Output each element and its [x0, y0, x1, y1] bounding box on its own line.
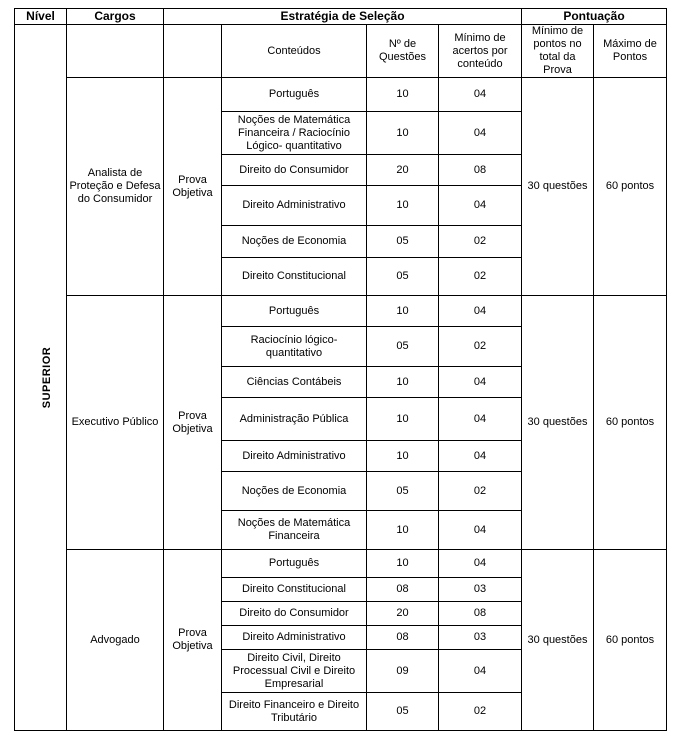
table-row — [15, 78, 667, 112]
prova-cell: Prova Objetiva — [164, 550, 222, 731]
conteudo-cell: Noções de Economia — [222, 226, 367, 258]
conteudo-cell: Direito Administrativo — [222, 186, 367, 226]
conteudo-cell: Noções de Economia — [222, 472, 367, 511]
questoes-cell: 10 — [367, 441, 439, 472]
cargo-cell: Executivo Público — [67, 296, 164, 550]
questoes-cell: 09 — [367, 650, 439, 693]
conteudo-cell: Português — [222, 550, 367, 578]
minimo-pontos-cell: 30 questões — [522, 296, 594, 550]
maximo-pontos-cell: 60 pontos — [594, 550, 667, 731]
table-body — [15, 25, 667, 731]
header-cargos: Cargos — [67, 9, 164, 25]
conteudo-cell: Noções de Matemática Financeira — [222, 511, 367, 550]
conteudo-cell: Português — [222, 296, 367, 327]
header-estrategia: Estratégia de Seleção — [164, 9, 522, 25]
questoes-cell: 20 — [367, 602, 439, 626]
questoes-cell: 10 — [367, 78, 439, 112]
minimo-acertos-cell: 03 — [439, 626, 522, 650]
minimo-acertos-cell: 02 — [439, 693, 522, 731]
maximo-pontos-cell: 60 pontos — [594, 296, 667, 550]
prova-cell: Prova Objetiva — [164, 296, 222, 550]
minimo-acertos-cell: 04 — [439, 367, 522, 398]
minimo-acertos-cell: 04 — [439, 112, 522, 155]
header-maximo-pontos: Máximo de Pontos — [594, 25, 667, 78]
questoes-cell: 05 — [367, 258, 439, 296]
questoes-cell: 05 — [367, 226, 439, 258]
questoes-cell: 10 — [367, 112, 439, 155]
header-nivel: Nível — [15, 9, 67, 25]
header-pontuacao: Pontuação — [522, 9, 667, 25]
questoes-cell: 05 — [367, 472, 439, 511]
minimo-pontos-cell: 30 questões — [522, 550, 594, 731]
nivel-superior-label: SUPERIOR — [41, 346, 54, 409]
conteudo-cell: Português — [222, 78, 367, 112]
conteudo-cell: Direito Administrativo — [222, 626, 367, 650]
conteudo-cell: Noções de Matemática Financeira / Raciocínio Lógico- quantitativo — [222, 112, 367, 155]
questoes-cell: 05 — [367, 693, 439, 731]
conteudo-cell: Administração Pública — [222, 398, 367, 441]
minimo-acertos-cell: 04 — [439, 650, 522, 693]
table-row — [15, 296, 667, 327]
conteudo-cell: Ciências Contábeis — [222, 367, 367, 398]
prova-cell: Prova Objetiva — [164, 78, 222, 296]
minimo-acertos-cell: 08 — [439, 155, 522, 186]
selection-table — [14, 8, 667, 731]
questoes-cell: 20 — [367, 155, 439, 186]
header-num-questoes: Nº de Questões — [367, 25, 439, 78]
conteudo-cell: Direito Administrativo — [222, 441, 367, 472]
nivel-cell — [15, 25, 67, 731]
minimo-acertos-cell: 02 — [439, 472, 522, 511]
maximo-pontos-cell: 60 pontos — [594, 78, 667, 296]
header-conteudos: Conteúdos — [222, 25, 367, 78]
minimo-acertos-cell: 02 — [439, 327, 522, 367]
minimo-acertos-cell: 04 — [439, 78, 522, 112]
conteudo-cell: Direito do Consumidor — [222, 155, 367, 186]
questoes-cell: 10 — [367, 511, 439, 550]
minimo-acertos-cell: 04 — [439, 550, 522, 578]
questoes-cell: 05 — [367, 327, 439, 367]
questoes-cell: 08 — [367, 578, 439, 602]
questoes-cell: 10 — [367, 550, 439, 578]
conteudo-cell: Raciocínio lógico- quantitativo — [222, 327, 367, 367]
header-blank-cargo — [67, 25, 164, 78]
minimo-pontos-cell: 30 questões — [522, 78, 594, 296]
minimo-acertos-cell: 08 — [439, 602, 522, 626]
questoes-cell: 10 — [367, 186, 439, 226]
header-blank-prova — [164, 25, 222, 78]
conteudo-cell: Direito Civil, Direito Processual Civil e Direito Empresarial — [222, 650, 367, 693]
table-row — [15, 550, 667, 578]
header-minimo-pontos: Mínimo de pontos no total da Prova — [522, 25, 594, 78]
cargo-cell: Advogado — [67, 550, 164, 731]
minimo-acertos-cell: 04 — [439, 511, 522, 550]
minimo-acertos-cell: 04 — [439, 441, 522, 472]
minimo-acertos-cell: 03 — [439, 578, 522, 602]
questoes-cell: 10 — [367, 398, 439, 441]
questoes-cell: 10 — [367, 296, 439, 327]
conteudo-cell: Direito Constitucional — [222, 578, 367, 602]
minimo-acertos-cell: 02 — [439, 226, 522, 258]
minimo-acertos-cell: 02 — [439, 258, 522, 296]
minimo-acertos-cell: 04 — [439, 398, 522, 441]
conteudo-cell: Direito Financeiro e Direito Tributário — [222, 693, 367, 731]
conteudo-cell: Direito Constitucional — [222, 258, 367, 296]
questoes-cell: 10 — [367, 367, 439, 398]
questoes-cell: 08 — [367, 626, 439, 650]
header-minimo-acertos: Mínimo de acertos por conteúdo — [439, 25, 522, 78]
minimo-acertos-cell: 04 — [439, 296, 522, 327]
conteudo-cell: Direito do Consumidor — [222, 602, 367, 626]
minimo-acertos-cell: 04 — [439, 186, 522, 226]
cargo-cell: Analista de Proteção e Defesa do Consumidor — [67, 78, 164, 296]
